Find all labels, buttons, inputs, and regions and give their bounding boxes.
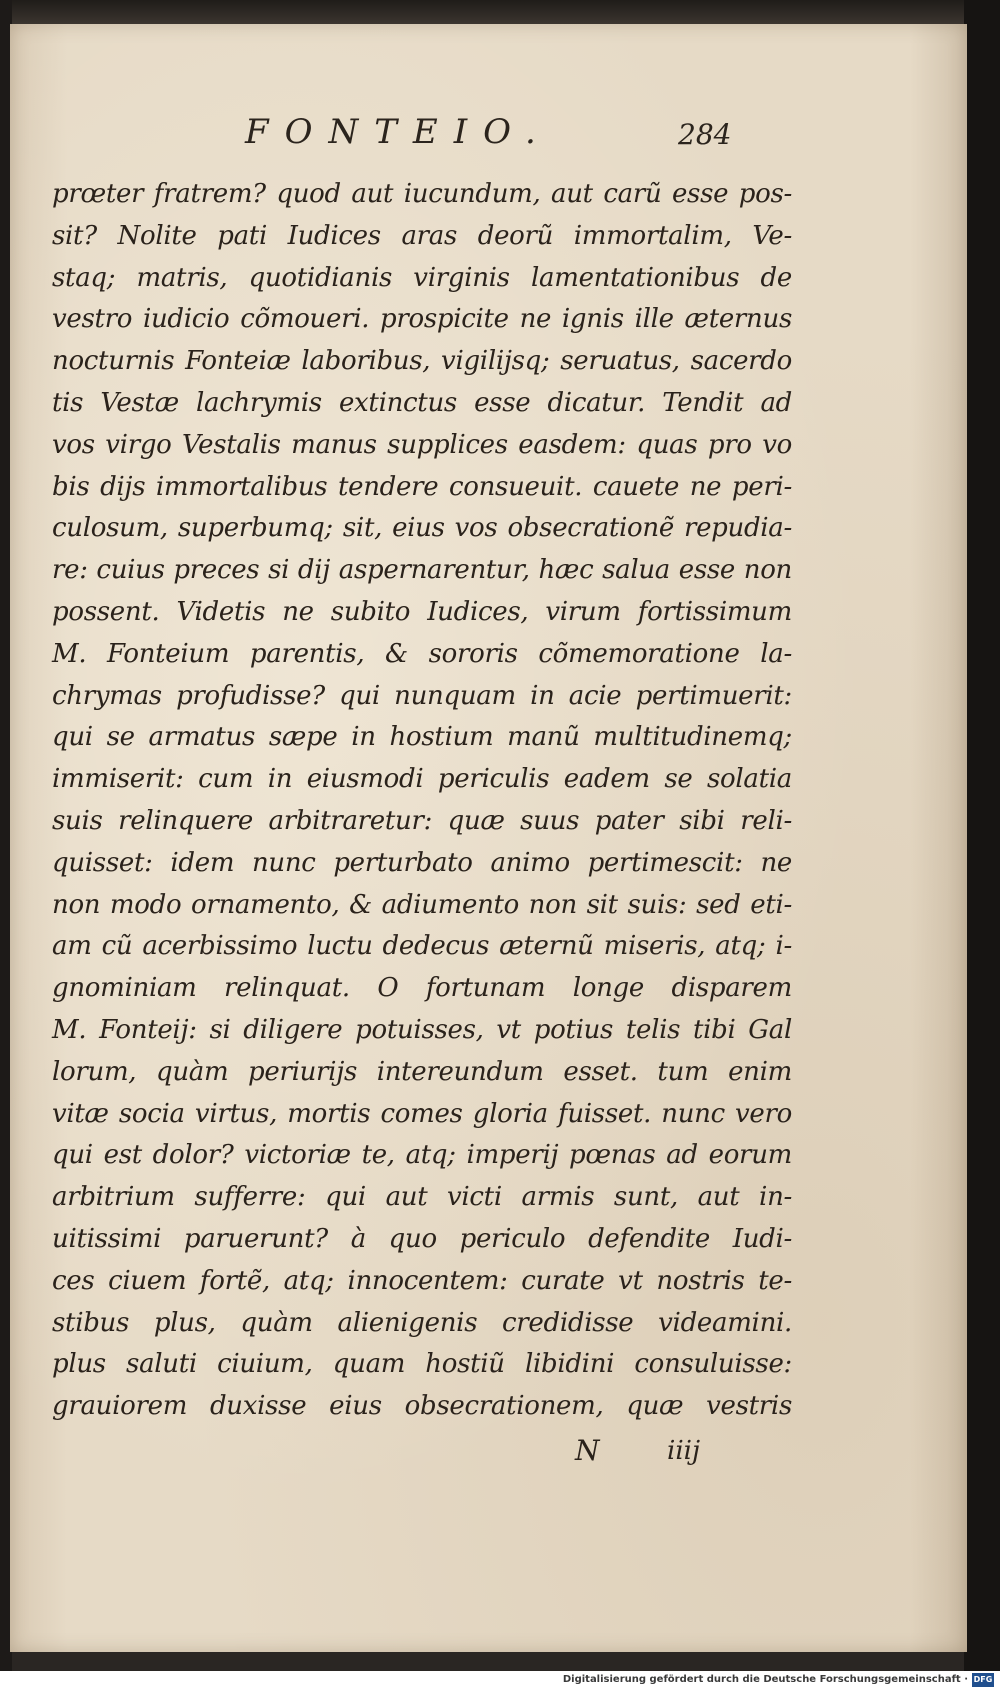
text-line: vos virgo Vestalis manus supplices easdem: quas pro vo [52,429,792,460]
running-head [10,112,967,172]
scan-border-right [964,0,1000,1691]
text-line: plus saluti ciuium, quam hostiũ libidini consuluisse: [52,1349,792,1380]
text-line: re: cuius preces si dij aspernarentur, hæc salua esse non [52,555,792,586]
text-line: grauiorem duxisse eius obsecrationem, quæ vestris [52,1391,792,1422]
text-line: am cũ acerbissimo luctu dedecus æternũ miseris, atq; i- [52,931,792,962]
text-line: prœter fratrem? quod aut iucundum, aut carũ esse pos- [52,179,792,209]
text-line: culosum, superbumq; sit, eius vos obsecrationẽ repudia- [52,513,792,544]
text-line: nocturnis Fonteiæ laboribus, vigilijsq; seruatus, sacerdo [52,346,792,377]
text-line: M. Fonteium parentis, & sororis cõmemoratione la- [52,638,792,669]
text-line: suis relinquere arbitraretur: quæ suus pater sibi reli- [52,805,792,836]
text-line: non modo ornamento, & adiumento non sit suis: sed eti- [52,889,792,920]
text-line: qui est dolor? victoriæ te, atq; imperij pœnas ad eorum [52,1140,792,1171]
body-text [52,174,792,1428]
text-line: vitæ socia virtus, mortis comes gloria fuisset. nunc vero [52,1098,792,1129]
text-line: sit? Nolite pati Iudices aras deorũ immortalim, Ve- [52,220,792,251]
text-line: qui se armatus sæpe in hostium manũ multitudinemq; [52,722,792,753]
text-line: quisset: idem nunc perturbato animo pertimescit: ne [52,847,792,878]
signature-mark [575,1434,735,1474]
text-line: chrymas profudisse? qui nunquam in acie pertimuerit: [52,680,792,711]
text-line: bis dijs immortalibus tendere consueuit. cauete ne peri- [52,471,792,502]
text-line: uitissimi paruerunt? à quo periculo defendite Iudi- [52,1223,792,1254]
text-line: lorum, quàm periurijs intereundum esset. tum enim [52,1056,792,1087]
book-page [10,24,967,1652]
running-head-title: FONTEIO. [245,112,552,152]
dfg-logo-icon: DFG [972,1673,994,1687]
text-line: staq; matris, quotidianis virginis lamentationibus de [52,262,792,293]
text-line: tis Vestæ lachrymis extinctus esse dicatur. Tendit ad [52,387,792,418]
text-line: vestro iudicio cõmoueri. prospicite ne ignis ille æternus [52,304,792,335]
text-line: arbitrium sufferre: qui aut victi armis sunt, aut in- [52,1182,792,1213]
text-line: possent. Videtis ne subito Iudices, virum fortissimum [52,596,792,627]
text-line: M. Fonteij: si diligere potuisses, vt potius telis tibi Gal [52,1014,792,1045]
text-line: immiserit: cum in eiusmodi periculis eadem se solatia [52,764,792,795]
text-line: gnominiam relinquat. O fortunam longe disparem [52,973,792,1004]
funding-credit: Digitalisierung gefördert durch die Deutsche Forschungsgemeinschaft · [562,1674,968,1685]
signature-number: iiij [667,1436,701,1466]
digitization-footer [0,1671,1000,1691]
page-number: 284 [678,118,732,151]
scan-border-top [0,0,1000,24]
text-line: stibus plus, quàm alienigenis credidisse videamini. [52,1307,792,1338]
signature-letter: N [575,1434,600,1467]
text-line: ces ciuem fortẽ, atq; innocentem: curate vt nostris te- [52,1265,792,1296]
